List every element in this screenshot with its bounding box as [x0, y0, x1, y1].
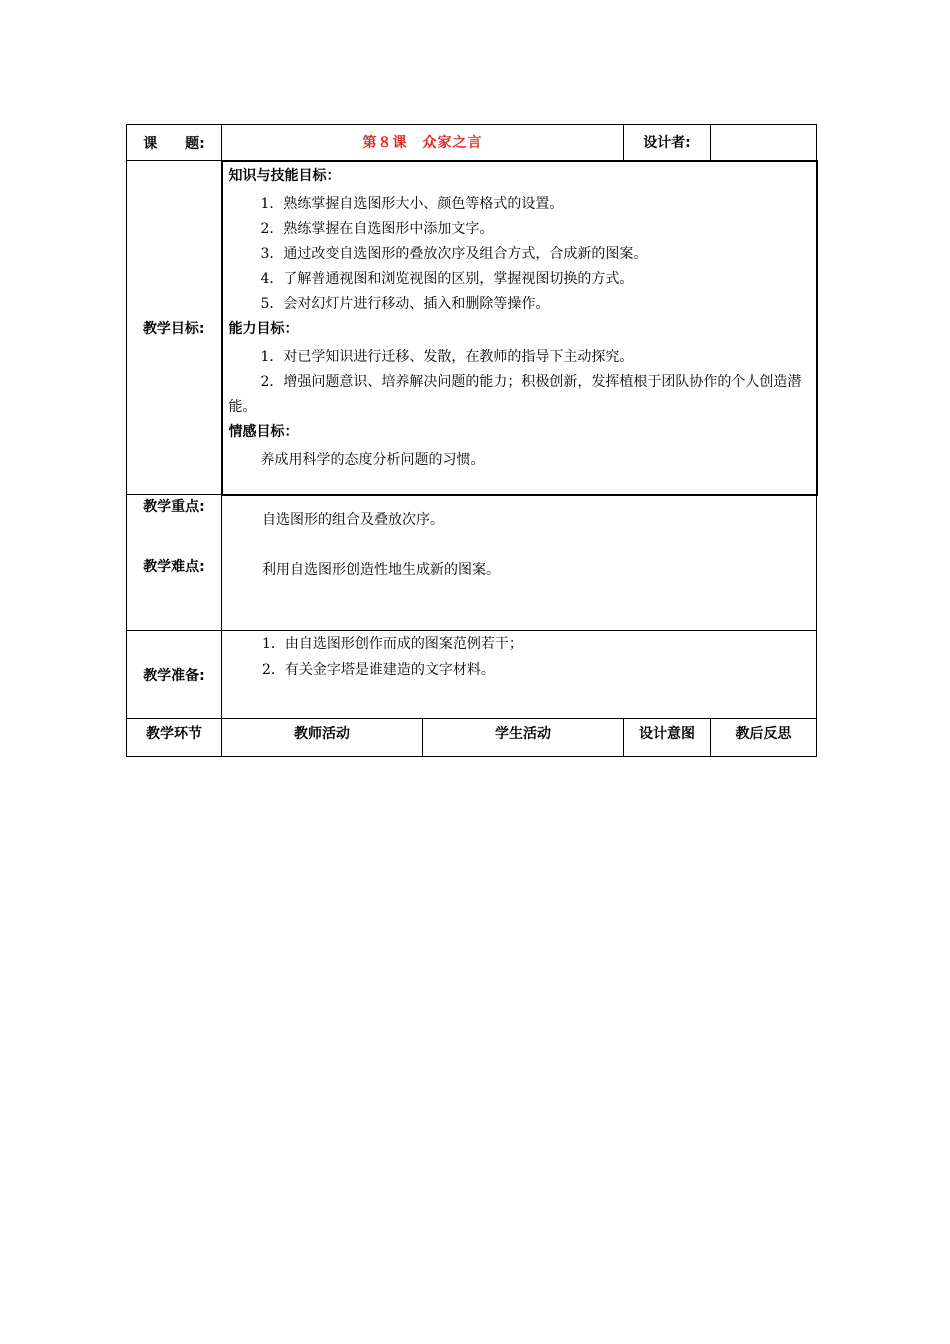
knowledge-item: 3．通过改变自选图形的叠放次序及组合方式，合成新的图案。	[260, 245, 648, 262]
key-point-label: 教学重点:	[143, 499, 205, 515]
title-row	[127, 125, 817, 161]
lesson-plan-table	[126, 124, 818, 757]
knowledge-item: 1．熟练掌握自选图形大小、颜色等格式的设置。	[260, 195, 564, 212]
stage-header: 教学环节	[127, 719, 222, 757]
knowledge-item: 5．会对幻灯片进行移动、插入和删除等操作。	[260, 295, 550, 312]
preparation-row	[127, 631, 817, 719]
difficult-point-label: 教学难点:	[143, 559, 205, 575]
preparation-item: 2．有关金字塔是谁建造的文字材料。	[262, 662, 495, 678]
goals-label: 教学目标:	[127, 161, 222, 495]
ability-item: 1．对已学知识进行迁移、发散，在教师的指导下主动探究。	[260, 348, 634, 365]
topic-label: 课 题:	[127, 125, 222, 161]
goals-row	[127, 161, 817, 495]
teacher-activity-header: 教师活动	[222, 719, 423, 757]
reflection-header: 教后反思	[711, 719, 817, 757]
knowledge-heading: 知识与技能目标：	[228, 167, 341, 184]
preparation-item: 1．由自选图形创作而成的图案范例若干；	[262, 636, 523, 652]
emotion-heading: 情感目标：	[228, 423, 299, 440]
designer-value	[711, 125, 817, 161]
ability-item: 2．增强问题意识、培养解决问题的能力；积极创新，发挥植根于团队协作的个人创造潜能。	[228, 373, 802, 415]
key-point-text: 自选图形的组合及叠放次序。	[262, 511, 444, 528]
student-activity-header: 学生活动	[423, 719, 624, 757]
designer-label: 设计者:	[624, 125, 711, 161]
lesson-title: 第８课 众家之言	[222, 125, 624, 161]
goals-content	[222, 161, 817, 495]
activity-header-row	[127, 719, 817, 757]
design-intent-header: 设计意图	[624, 719, 711, 757]
key-points-labels	[127, 495, 222, 631]
preparation-label: 教学准备:	[127, 631, 222, 719]
knowledge-item: 4．了解普通视图和浏览视图的区别，掌握视图切换的方式。	[260, 270, 634, 287]
ability-heading: 能力目标：	[228, 320, 299, 337]
key-points-row	[127, 495, 817, 631]
difficult-point-text: 利用自选图形创造性地生成新的图案。	[262, 561, 500, 578]
preparation-content	[222, 631, 817, 719]
key-points-content	[222, 495, 817, 631]
knowledge-item: 2．熟练掌握在自选图形中添加文字。	[260, 220, 494, 237]
emotion-item: 养成用科学的态度分析问题的习惯。	[260, 451, 485, 468]
